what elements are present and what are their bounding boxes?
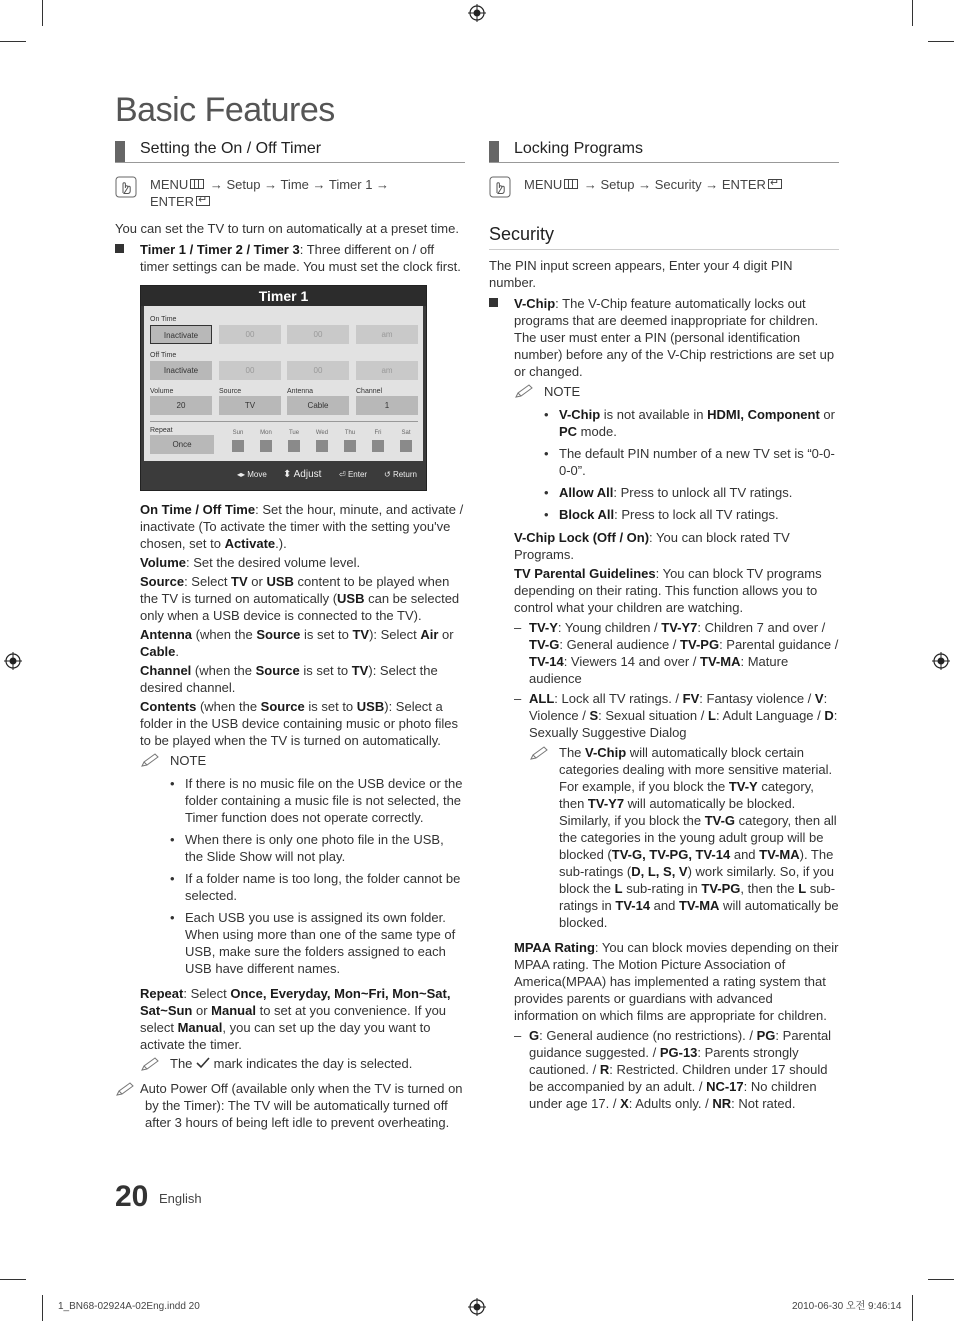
- rating-text: : Restricted. Children under 17 should be accompanied by an adult. /: [529, 1061, 828, 1094]
- rating-text: : Viewers 14 and over /: [563, 653, 701, 669]
- note-bullet: [140, 831, 465, 865]
- move-label: Move: [247, 470, 267, 479]
- rating-text: : Parental guidance /: [719, 636, 839, 652]
- note-heading: [514, 383, 839, 401]
- note-text: If a folder name is too long, the folder cannot be selected.: [185, 871, 461, 903]
- def-volume: [140, 554, 465, 571]
- heading-bar: [115, 141, 125, 162]
- def-label: Source: [140, 574, 185, 589]
- def-bold: Manual: [177, 1020, 223, 1035]
- off-time-hour[interactable]: 00: [219, 361, 281, 380]
- rating-code: TV-G: [529, 636, 560, 652]
- rating-text: : Children 7 and over /: [697, 619, 826, 635]
- day-checkbox[interactable]: [260, 440, 272, 452]
- def-label: MPAA Rating: [514, 939, 595, 955]
- note-bold: L: [798, 880, 807, 896]
- intro-text: The PIN input screen appears, Enter your 4 digit PIN number.: [489, 257, 793, 290]
- bullet-dot-icon: •: [544, 445, 549, 461]
- note-bold: HDMI, Component: [707, 406, 820, 422]
- timer-text: : Three different on / off timer settings can be made. You must set the clock first.: [140, 242, 461, 274]
- heading-bar: [489, 141, 499, 162]
- enter-hint: ⏎ Enter: [339, 470, 368, 479]
- rating-code: G: [529, 1027, 540, 1043]
- def-text: .).: [275, 536, 287, 551]
- check-mark-icon: [196, 1057, 210, 1069]
- crop-mark: [912, 0, 913, 26]
- bullet-dot-icon: •: [544, 484, 549, 500]
- def-text: or: [192, 1003, 212, 1018]
- menu-path: [115, 176, 465, 210]
- note-label: NOTE: [170, 753, 207, 768]
- def-text: to set at you convenience. If you select: [140, 1003, 447, 1035]
- note-text: The default PIN number of a new TV set is “0-0-0-0”.: [559, 445, 835, 478]
- note-bold: V-Chip: [559, 406, 601, 422]
- note-text: category, then: [559, 778, 814, 811]
- note-text: and: [650, 897, 679, 913]
- rating-code: FV: [682, 690, 700, 706]
- return-hint: ↺ Return: [384, 470, 417, 479]
- on-time-minute[interactable]: 00: [287, 325, 349, 344]
- bullet-dot-icon: •: [170, 832, 175, 847]
- definitions: [115, 501, 465, 1072]
- menu-path-text: → Setup → Time → Timer 1 →: [206, 177, 390, 192]
- rating-code: PG: [756, 1027, 776, 1043]
- def-text: : Set the desired volume level.: [186, 555, 361, 570]
- adjust-hint: ⬍ Adjust: [283, 469, 322, 480]
- enter-icon: [196, 196, 210, 206]
- note-bold: TV-14: [615, 897, 651, 913]
- note-bullet: [514, 445, 839, 479]
- note-bullet: [514, 506, 839, 523]
- def-text: ): Select a folder in the USB device containing music or photo files to be played when the TV is turned on automatically.: [140, 699, 458, 748]
- rating-code: PG-13: [659, 1044, 698, 1060]
- def-text: : You can block TV programs depending on their rating. This function allows you to control what your children are watching.: [514, 565, 822, 615]
- enter-label: ENTER: [721, 177, 766, 192]
- menu-path: [489, 176, 839, 193]
- def-text: is set to: [299, 663, 352, 678]
- rating-text: : Adults only. /: [628, 1095, 713, 1111]
- def-channel: [140, 662, 465, 696]
- def-bold: USB: [266, 574, 294, 589]
- note-text: sub-rating in: [622, 880, 702, 896]
- sub-ratings-item: [514, 690, 839, 931]
- def-text: .: [175, 644, 180, 659]
- on-time-ampm[interactable]: am: [356, 325, 418, 344]
- mpaa-ratings-item: [514, 1027, 839, 1112]
- section-heading-text: Locking Programs: [514, 140, 643, 157]
- security-heading: Security: [489, 223, 839, 250]
- on-time-state[interactable]: Inactivate: [150, 325, 212, 344]
- def-label: V-Chip Lock (Off / On): [514, 529, 650, 545]
- rating-text: : Parents strongly cautioned. /: [529, 1044, 799, 1077]
- section-heading: [115, 138, 465, 163]
- auto-power-note: [115, 1080, 465, 1131]
- day-label: Fri: [374, 430, 382, 436]
- def-label: Contents: [140, 699, 197, 714]
- rating-code: TV-Y: [529, 619, 558, 635]
- note-bold: L: [614, 880, 623, 896]
- osd-panel: [144, 306, 423, 461]
- def-on-off: [140, 501, 465, 552]
- crop-mark: [912, 1295, 913, 1321]
- rating-code: V: [814, 690, 824, 706]
- note-text: : Press to unlock all TV ratings.: [613, 484, 793, 500]
- off-time-state[interactable]: Inactivate: [150, 361, 212, 380]
- note-bullet: [140, 775, 465, 826]
- day-label: Sat: [401, 430, 411, 436]
- def-label: Repeat: [140, 986, 184, 1001]
- note-bold: TV-G: [704, 812, 736, 828]
- bullet-dot-icon: •: [170, 871, 175, 886]
- left-column: [115, 138, 465, 1131]
- rating-text: : Adult Language /: [715, 707, 825, 723]
- osd-title: Timer 1: [141, 286, 426, 306]
- def-text: or: [247, 574, 267, 589]
- off-time-label: Off Time: [150, 352, 177, 359]
- repeat-label: Repeat: [150, 427, 173, 434]
- note-text: will automatically block certain categories dealing with more sensitive material. For example, if you block the: [559, 744, 833, 794]
- menu-icon: [564, 179, 578, 189]
- crop-mark: [42, 1295, 43, 1321]
- def-mpaa: [514, 939, 839, 1024]
- def-text: : Select: [184, 574, 232, 589]
- page-number: 20: [115, 1180, 149, 1213]
- crop-mark: [928, 1279, 954, 1280]
- hand-pointer-icon: [489, 176, 511, 198]
- move-hint: ◂▸ Move: [237, 470, 267, 479]
- def-label: Channel: [140, 663, 192, 678]
- def-repeat: [140, 985, 465, 1053]
- note-bold: PC: [559, 423, 578, 439]
- note-text: The: [170, 1056, 197, 1071]
- note-text: or: [819, 406, 835, 422]
- bullet-dot-icon: •: [544, 506, 549, 522]
- note-bold: TV-Y7: [587, 795, 625, 811]
- def-bold: Manual: [211, 1003, 256, 1018]
- channel-label: Channel: [356, 388, 383, 395]
- def-bold: TV: [352, 627, 370, 642]
- vchip-item: [489, 295, 839, 380]
- def-label: Volume: [140, 555, 186, 570]
- menu-label: MENU: [150, 177, 189, 192]
- note-text: is not available in: [600, 406, 708, 422]
- dash-icon: –: [514, 690, 522, 706]
- channel-field[interactable]: 1: [356, 396, 418, 415]
- enter-label: ENTER: [150, 194, 195, 209]
- note-text: will automatically be blocked. Similarly, if you block the: [559, 795, 796, 828]
- def-text: (when the: [196, 699, 261, 714]
- vchip-details: [489, 383, 839, 1112]
- antenna-field[interactable]: Cable: [287, 396, 349, 415]
- timer-item: [115, 241, 465, 275]
- note-text: , then the: [740, 880, 799, 896]
- on-time-label: On Time: [150, 316, 177, 323]
- note-bullet: [514, 406, 839, 440]
- bullet-dot-icon: •: [170, 776, 175, 791]
- enter-icon: [768, 179, 782, 189]
- def-text: : Set the hour, minute, and activate / inactivate (To activate the timer with the setting you've chosen, set to: [140, 502, 464, 551]
- square-bullet-icon: [115, 244, 124, 253]
- note-heading: [140, 752, 465, 770]
- day-label: Sun: [232, 430, 244, 436]
- def-label: On Time / Off Time: [140, 502, 256, 517]
- crop-mark: [0, 1279, 26, 1280]
- enter-hint-label: Enter: [347, 470, 368, 479]
- note-text: The: [559, 744, 586, 760]
- on-time-hour[interactable]: 00: [219, 325, 281, 344]
- registration-mark-icon: [468, 4, 486, 22]
- timer-osd-screen: [140, 285, 427, 491]
- note-text: If there is no music file on the USB device or the folder containing a music file is not selected, the Timer function does not operate correctly.: [185, 776, 463, 825]
- def-text: is set to: [300, 627, 353, 642]
- note-text: Auto Power Off (available only when the TV is turned on by the Timer): The TV will be automatically turned off after 3 hours of being left idle to prevent overheating.: [140, 1081, 463, 1130]
- note-text: and: [730, 846, 760, 862]
- right-column: [489, 138, 839, 1112]
- day-checkbox[interactable]: [372, 440, 384, 452]
- def-source: [140, 573, 465, 624]
- rating-code: TV-Y7: [661, 619, 698, 635]
- def-tv-guidelines: [514, 565, 839, 616]
- note-text: ). The sub-ratings (: [559, 846, 834, 879]
- def-bold: TV: [231, 574, 248, 589]
- def-bold: Source: [260, 699, 305, 714]
- rating-text: : Parental guidance suggested. /: [529, 1027, 832, 1060]
- pencil-note-icon: [529, 745, 551, 761]
- def-text: ): Select: [369, 627, 421, 642]
- def-bold: Cable: [140, 644, 176, 659]
- note-bold: Block All: [559, 506, 615, 522]
- def-bold: Source: [255, 663, 300, 678]
- def-bold: Air: [420, 627, 439, 642]
- day-checkbox[interactable]: [288, 440, 300, 452]
- off-time-ampm[interactable]: am: [356, 361, 418, 380]
- def-text: can be selected only when a USB device is connected to the TV).: [140, 591, 460, 623]
- rating-code: TV-14: [529, 653, 564, 669]
- vchip-note: [529, 744, 839, 931]
- note-bullet: [140, 870, 465, 904]
- rating-text: : Mature audience: [529, 653, 789, 686]
- off-time-minute[interactable]: 00: [287, 361, 349, 380]
- repeat-field[interactable]: Once: [150, 435, 214, 454]
- note-text: mark indicates the day is selected.: [210, 1056, 413, 1071]
- def-bold: Source: [256, 627, 301, 642]
- bullet-dot-icon: •: [170, 910, 175, 925]
- section-heading: [489, 138, 839, 163]
- file-info: 1_BN68-02924A-02Eng.indd 20: [58, 1301, 200, 1312]
- rating-text: : Fantasy violence /: [699, 690, 815, 706]
- def-text: , you can set up the day you want to activate the timer.: [140, 1020, 431, 1052]
- dash-icon: –: [514, 1027, 522, 1043]
- day-label: Thu: [344, 430, 356, 436]
- vchip-label: V-Chip: [514, 295, 556, 311]
- volume-label: Volume: [150, 388, 174, 395]
- note-bullet: [140, 909, 465, 977]
- bullet-dot-icon: •: [544, 406, 549, 422]
- rating-text: : Sexual situation /: [598, 707, 708, 723]
- note-text: mode.: [577, 423, 617, 439]
- def-text: (when the: [192, 627, 257, 642]
- note-bold: D, L, S, V: [631, 863, 688, 879]
- menu-path-text: → Setup → Security →: [580, 177, 722, 192]
- rating-code: TV-MA: [700, 653, 741, 669]
- crop-mark: [42, 0, 43, 26]
- pencil-note-icon: [115, 1081, 137, 1097]
- section-heading-text: Setting the On / Off Timer: [140, 140, 322, 157]
- note-bold: TV-PG: [701, 880, 741, 896]
- def-bold: TV: [351, 663, 369, 678]
- registration-mark-icon: [932, 652, 950, 670]
- note-bullet: [514, 484, 839, 501]
- rating-code: D: [824, 707, 834, 723]
- note-text: category, then all the categories in the young adult group will be blocked (: [559, 812, 837, 862]
- rating-code: TV-PG: [680, 636, 720, 652]
- rating-text: : Lock all TV ratings. /: [554, 690, 683, 706]
- def-text: : You can block movies depending on their MPAA rating. The Motion Picture Association of America(MPAA) has implemented a rating system that provides parents or guardians with advanced information on which films are appropriate for children.: [514, 939, 839, 1023]
- rating-code: S: [589, 707, 599, 723]
- rating-text: : General audience /: [559, 636, 681, 652]
- menu-label: MENU: [524, 177, 563, 192]
- pencil-note-icon: [514, 383, 536, 399]
- note-bold: V-Chip: [585, 744, 627, 760]
- page-language: English: [159, 1191, 202, 1206]
- day-checkbox[interactable]: [316, 440, 328, 452]
- def-vchip-lock: [514, 529, 839, 563]
- crop-mark: [928, 41, 954, 42]
- date-info: 2010-06-30 오전 9:46:14: [792, 1301, 902, 1312]
- square-bullet-icon: [489, 298, 498, 307]
- def-text: (when the: [191, 663, 256, 678]
- osd-footer: [141, 460, 426, 490]
- rating-text: : Violence /: [529, 690, 828, 723]
- dash-icon: –: [514, 619, 522, 635]
- def-text: is set to: [304, 699, 357, 714]
- def-text: ): Select the desired channel.: [140, 663, 438, 695]
- source-field[interactable]: TV: [219, 396, 281, 415]
- rating-text: : Young children /: [557, 619, 662, 635]
- note-bold: TV-MA: [759, 846, 800, 862]
- note-bold: Allow All: [559, 484, 614, 500]
- note-text: ) work similarly. So, if you block the: [559, 863, 834, 896]
- def-antenna: [140, 626, 465, 660]
- registration-mark-icon: [468, 1298, 486, 1316]
- note-text: sub-ratings in: [559, 880, 836, 913]
- note-bold: TV-G, TV-PG, TV-14: [611, 846, 731, 862]
- registration-mark-icon: [4, 652, 22, 670]
- rating-code: NC-17: [706, 1078, 744, 1094]
- source-label: Source: [219, 388, 242, 395]
- page-title: Basic Features: [115, 91, 335, 129]
- def-text: : You can block rated TV Programs.: [514, 529, 790, 562]
- note-bold: TV-MA: [678, 897, 720, 913]
- def-text: or: [438, 627, 454, 642]
- hand-pointer-icon: [115, 176, 137, 198]
- rating-code: NR: [712, 1095, 732, 1111]
- note-text: : Press to lock all TV ratings.: [614, 506, 779, 522]
- pencil-note-icon: [140, 1056, 162, 1072]
- rating-code: R: [599, 1061, 610, 1077]
- day-checkbox[interactable]: [232, 440, 244, 452]
- day-label: Wed: [315, 430, 329, 436]
- day-checkbox[interactable]: [400, 440, 412, 452]
- antenna-label: Antenna: [287, 388, 314, 395]
- def-bold: Activate: [224, 536, 276, 551]
- tv-ratings-item: [514, 619, 839, 687]
- note-bold: TV-Y: [728, 778, 758, 794]
- def-contents: [140, 698, 465, 749]
- def-bold: USB: [356, 699, 385, 714]
- adjust-label: Adjust: [293, 469, 322, 480]
- rating-code: ALL: [529, 690, 555, 706]
- def-text: : Select: [183, 986, 231, 1001]
- timer-label: Timer 1 / Timer 2 / Timer 3: [140, 242, 300, 257]
- rating-code: L: [707, 707, 716, 723]
- osd-divider: [150, 421, 418, 422]
- note-label: NOTE: [544, 383, 581, 399]
- menu-icon: [190, 179, 204, 189]
- intro-text: You can set the TV to turn on automatically at a preset time.: [115, 221, 459, 236]
- crop-mark: [0, 41, 26, 42]
- day-checkbox[interactable]: [344, 440, 356, 452]
- note-text: will automatically be blocked.: [559, 897, 839, 930]
- def-text: content to be played when the TV is turned on automatically (: [140, 574, 450, 606]
- day-label: Tue: [288, 430, 300, 436]
- rating-code: X: [620, 1095, 629, 1111]
- note-text: When there is only one photo file in the USB, the Slide Show will not play.: [185, 832, 444, 864]
- volume-field[interactable]: 20: [150, 396, 212, 415]
- pencil-note-icon: [140, 752, 162, 768]
- def-label: TV Parental Guidelines: [514, 565, 656, 581]
- def-label: Antenna: [140, 627, 192, 642]
- def-bold: USB: [337, 591, 365, 606]
- note-text: Each USB you use is assigned its own folder. When using more than one of the same type of USB, make sure the folders assigned to each USB have different names.: [185, 910, 456, 976]
- check-note: [140, 1055, 465, 1072]
- rating-text: : No children under age 17. /: [529, 1078, 817, 1111]
- def-bold: Once, Everyday, Mon~Fri, Mon~Sat, Sat~Sun: [140, 986, 451, 1018]
- rating-text: : Not rated.: [731, 1095, 796, 1111]
- vchip-text: : The V-Chip feature automatically locks out programs that are deemed inappropriate for children. The user must enter a PIN (personal identification number) before any of the V-Chip restrictions are set up or changed.: [514, 295, 835, 379]
- rating-text: : General audience (no restrictions). /: [539, 1027, 757, 1043]
- return-label: Return: [392, 470, 417, 479]
- day-label: Mon: [260, 430, 272, 436]
- rating-text: : Sexually Suggestive Dialog: [529, 707, 838, 740]
